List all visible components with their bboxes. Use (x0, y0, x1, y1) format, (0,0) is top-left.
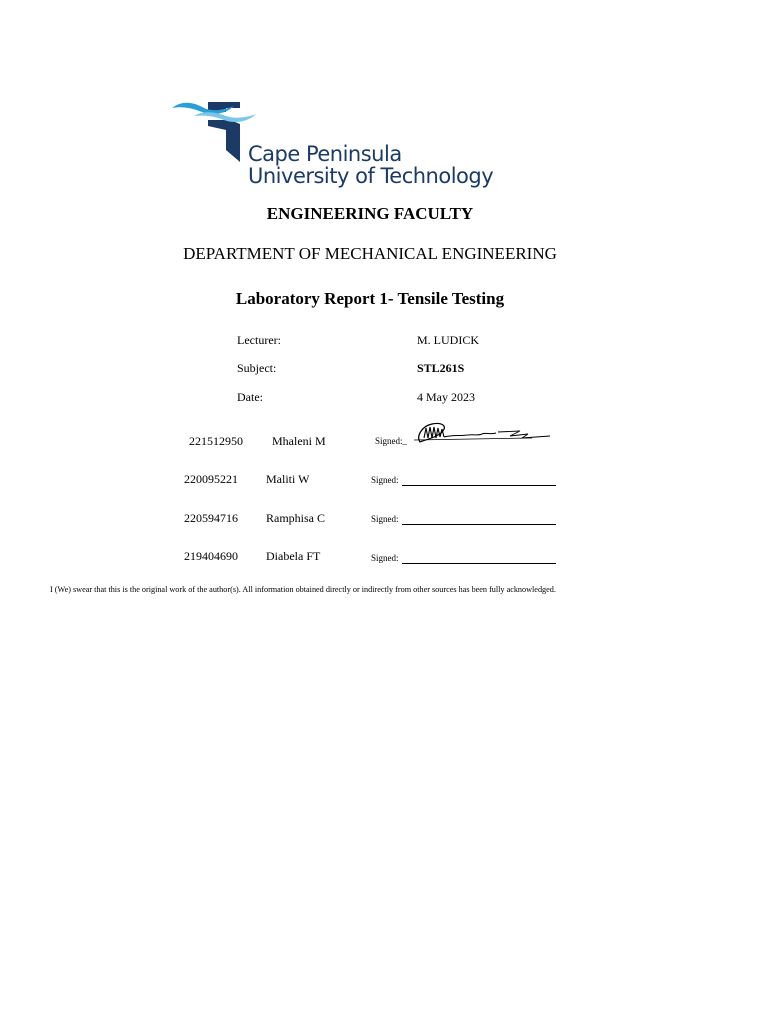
subject-value: STL261S (417, 361, 465, 375)
signature-line (402, 524, 556, 525)
student-name: Maliti W (266, 472, 310, 486)
date-label: Date: (237, 390, 263, 404)
logo-text-line1: Cape Peninsula (248, 142, 402, 166)
signature-line (402, 485, 556, 486)
faculty-heading: ENGINEERING FACULTY (266, 204, 474, 223)
signature-line (402, 563, 556, 564)
signed-label: Signed: (371, 514, 399, 524)
subject-label: Subject: (237, 361, 277, 375)
student-name: Ramphisa C (266, 511, 325, 525)
lecturer-label: Lecturer: (237, 333, 281, 347)
lecturer-value: M. LUDICK (417, 333, 479, 347)
signed-label: Signed: (371, 475, 399, 485)
signed-label: Signed: (371, 553, 399, 563)
student-name: Mhaleni M (272, 434, 326, 448)
student-id: 221512950 (189, 434, 243, 448)
handwritten-signature (412, 418, 552, 448)
university-logo (168, 96, 494, 192)
signed-label: Signed:_ (375, 436, 408, 446)
logo-emblem-icon (168, 96, 258, 166)
student-id: 220095221 (184, 472, 238, 486)
report-title: Laboratory Report 1- Tensile Testing (235, 289, 505, 308)
logo-text-line2: University of Technology (248, 164, 494, 188)
declaration-statement: I (We) swear that this is the original work of the author(s). All information obtained directly or indirectly from other sources has been fully acknowledged. (50, 585, 556, 594)
student-id: 220594716 (184, 511, 238, 525)
student-id: 219404690 (184, 549, 238, 563)
department-heading: DEPARTMENT OF MECHANICAL ENGINEERING (183, 244, 557, 263)
student-name: Diabela FT (266, 549, 321, 563)
date-value: 4 May 2023 (417, 390, 475, 404)
